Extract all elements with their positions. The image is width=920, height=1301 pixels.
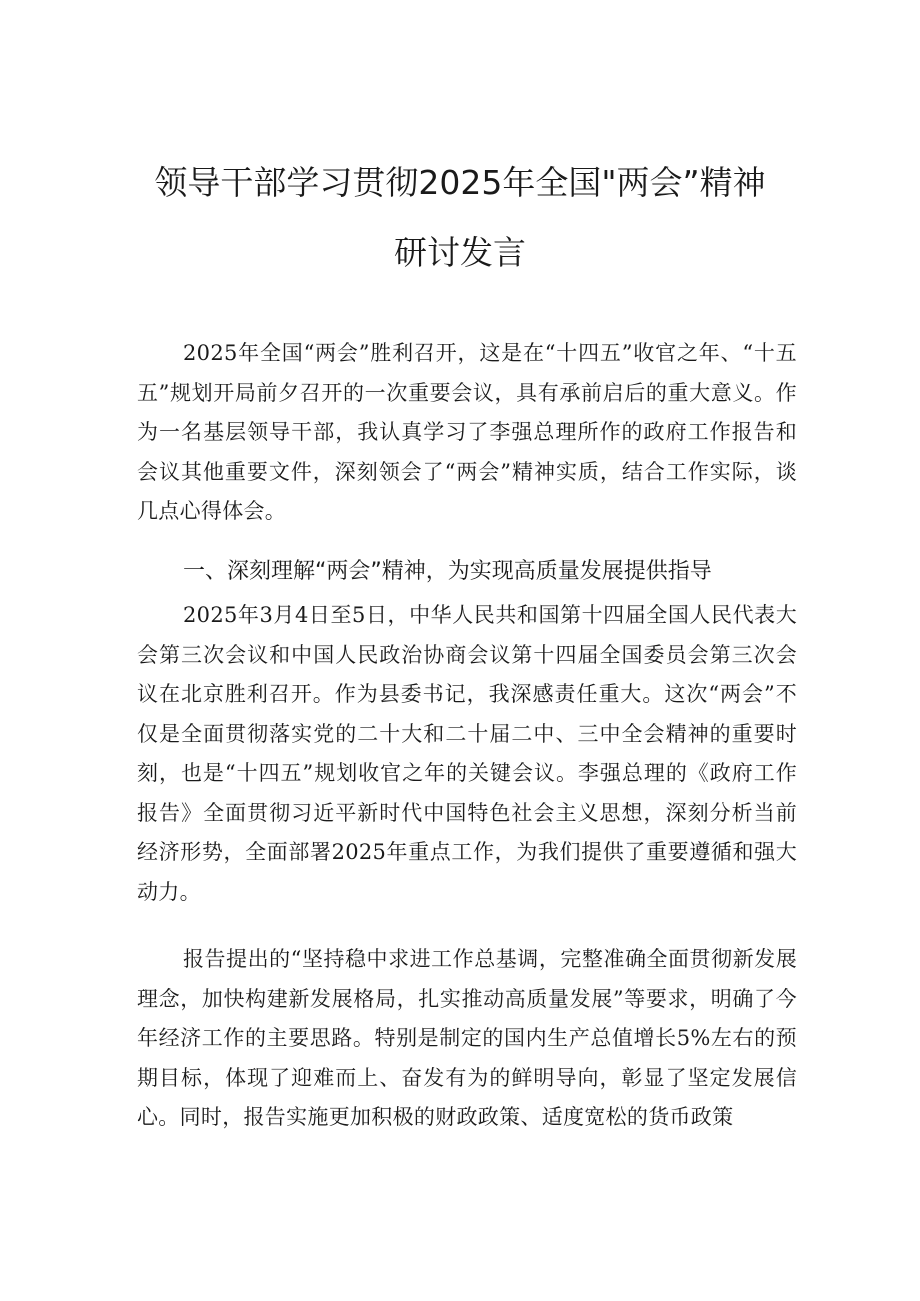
section-heading: 一、深刻理解“两会”精神，为实现高质量发展提供指导 bbox=[183, 559, 712, 584]
document-title-line-2: 研讨发言 bbox=[394, 233, 526, 272]
document-title-line-1: 领导干部学习贯彻2025年全国"两会”精神 bbox=[154, 163, 766, 202]
body-paragraph-1: 2025年3月4日至5日，中华人民共和国第十四届全国人民代表大会第三次会议和中国人民政治协商会议第十四届全国委员会第三次会议在北京胜利召开。作为县委书记，我深感责任重大。这次“两会”不仅是全面贯彻落实党的二十大和二十届二中、三中全会精神的重要时刻，也是“十四五”规划收官之年的关键会议。李强总理的《政府工作报告》全面贯彻习近平新时代中国特色社会主义思想，深刻分析当前经济形势，全面部署2025年重点工作，为我们提供了重要遵循和强大动力。 bbox=[137, 603, 797, 904]
intro-paragraph: 2025年全国“两会”胜利召开，这是在“十四五”收官之年、“十五五”规划开局前夕召开的一次重要会议，具有承前启后的重大意义。作为一名基层领导干部，我认真学习了李强总理所作的政府工作报告和会议其他重要文件，深刻领会了“两会”精神实质，结合工作实际，谈几点心得体会。 bbox=[137, 341, 797, 523]
body-paragraph-2: 报告提出的“坚持稳中求进工作总基调，完整准确全面贯彻新发展理念，加快构建新发展格局，扎实推动高质量发展”等要求，明确了今年经济工作的主要思路。特别是制定的国内生产总值增长5%左右的预期目标，体现了迎难而上、奋发有为的鲜明导向，彰显了坚定发展信心。同时，报告实施更加积极的财政政策、适度宽松的货币政策 bbox=[137, 947, 797, 1129]
